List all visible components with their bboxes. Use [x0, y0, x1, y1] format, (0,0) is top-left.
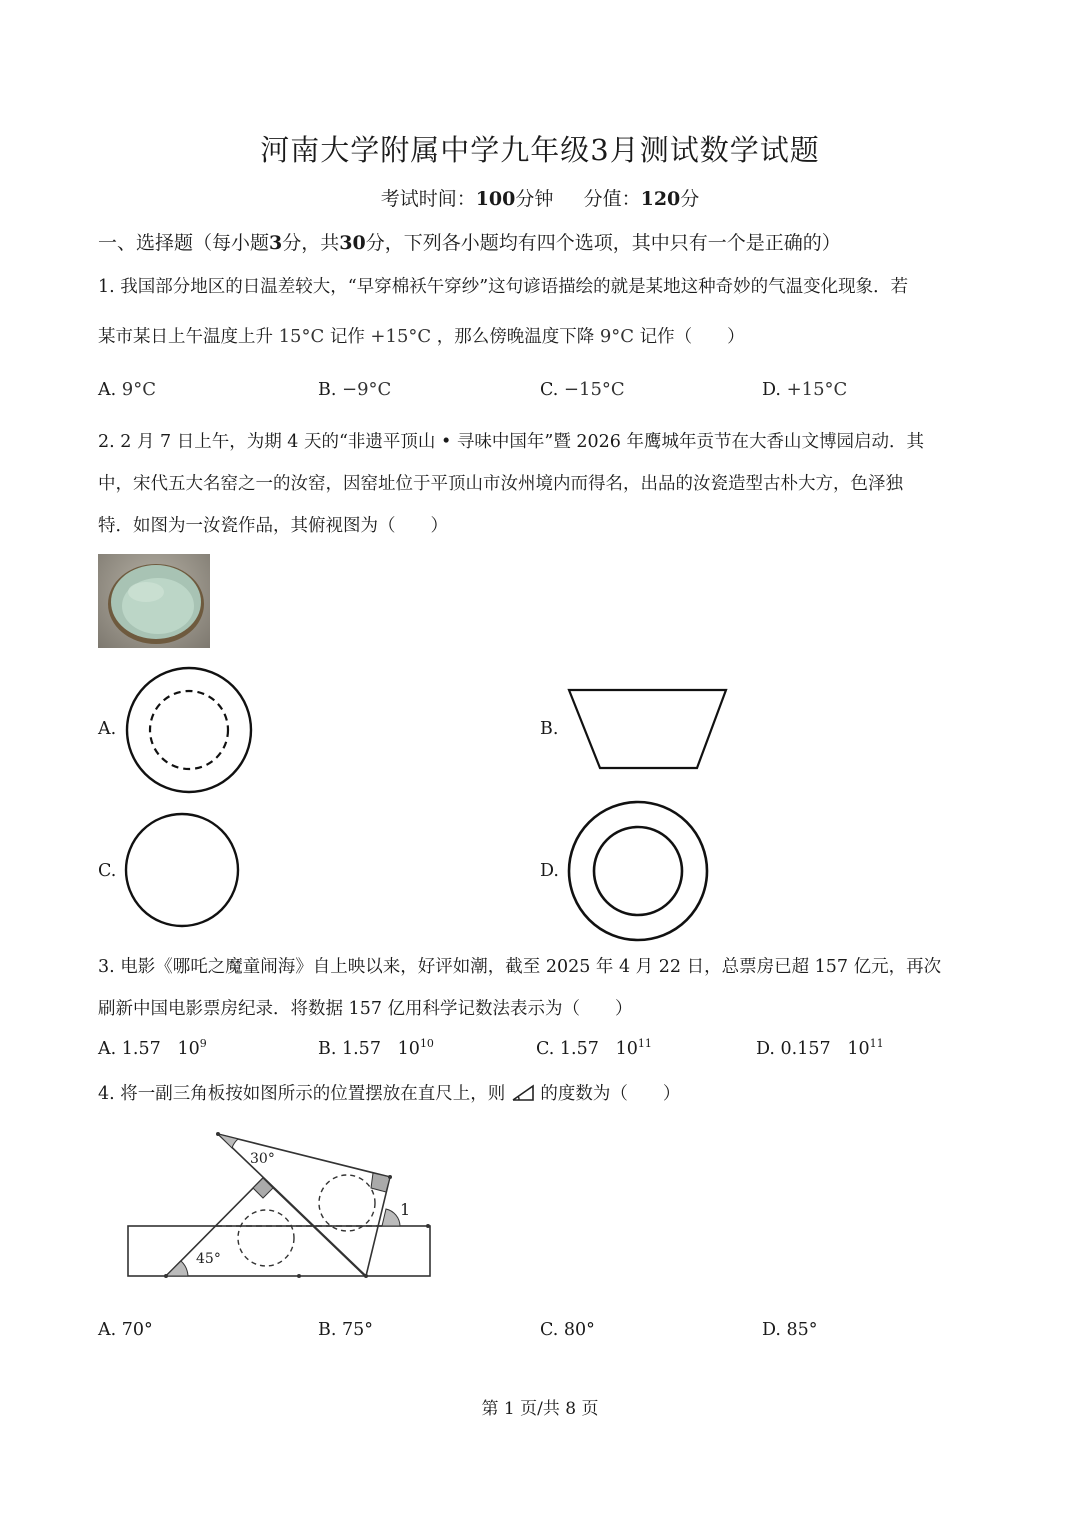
- option-exponent: 11: [869, 1037, 884, 1050]
- section-points-total: 30: [339, 232, 366, 254]
- exam-info: [0, 184, 1080, 211]
- q3-option-d[interactable]: [756, 1037, 884, 1059]
- q1-line2: [98, 323, 745, 348]
- section-text-pre: 一、选择题（每小题: [98, 232, 270, 254]
- score-label: 分值：: [583, 188, 641, 210]
- q2-option-b-label[interactable]: B.: [540, 719, 559, 739]
- porcelain-dish-photo: [98, 554, 210, 648]
- q1-math-9c: 9°C: [599, 326, 635, 347]
- q1-line1: 1. 我国部分地区的日温差较大，“早穿棉袄午穿纱”这句谚语描绘的就是某地这种奇妙的气温变化现象．若: [98, 277, 909, 297]
- q3-line2: 刷新中国电影票房纪录．将数据 157 亿用科学记数法表示为（ ）: [98, 999, 633, 1019]
- section-text-post: 分，下列各小题均有四个选项，其中只有一个是正确的）: [365, 232, 841, 254]
- option-value: −15°C: [563, 379, 625, 400]
- option-label: D. 0.157: [756, 1039, 831, 1059]
- score-unit: 分: [680, 188, 700, 210]
- option-exponent: 11: [637, 1037, 652, 1050]
- page-title: 河南大学附属中学九年级3月测试数学试题: [260, 133, 820, 167]
- q1-option-a[interactable]: [98, 379, 156, 400]
- q4-option-b[interactable]: B. 75°: [318, 1320, 374, 1340]
- q1-text-a: 某市某日上午温度上升: [98, 327, 273, 347]
- option-label: C. 1.57: [536, 1039, 599, 1059]
- option-base: 10: [177, 1039, 200, 1059]
- option-label: D.: [762, 380, 781, 400]
- dish-drawing: [98, 554, 210, 648]
- option-exponent: 10: [419, 1037, 434, 1050]
- q3-line1: 3. 电影《哪吒之魔童闹海》自上映以来，好评如潮，截至 2025 年 4 月 22 日，总票房已超 157 亿元，再次: [98, 957, 942, 977]
- option-exponent: 9: [199, 1037, 207, 1050]
- option-label: A.: [98, 380, 117, 400]
- q1-option-b[interactable]: [318, 379, 391, 400]
- q2-option-d-figure[interactable]: [566, 799, 712, 943]
- q4-triangle-ruler-figure: [120, 1125, 470, 1300]
- q2-option-b-figure[interactable]: [567, 688, 729, 772]
- time-unit: 分钟: [515, 188, 554, 210]
- q2-option-c-label[interactable]: C.: [98, 861, 117, 881]
- label-45-degrees: 45°: [196, 1251, 221, 1267]
- q2-option-a-label[interactable]: A.: [98, 719, 117, 739]
- q1-text-b: 记作: [329, 327, 365, 347]
- page-footer: 第 1 页/共 8 页: [481, 1399, 599, 1419]
- section-points-each: 3: [269, 232, 283, 254]
- q1-option-c[interactable]: [540, 379, 625, 400]
- q2-line2: 中，宋代五大名窑之一的汝窑，因窑址位于平顶山市汝州境内而得名，出品的汝瓷造型古朴大方，色泽独: [98, 474, 903, 494]
- q1-math-plus15c: +15°C: [370, 326, 432, 347]
- time-value: 100: [475, 188, 516, 210]
- label-angle-1: 1: [400, 1200, 411, 1219]
- q1-math-15c: 15°C: [278, 326, 325, 347]
- q2-option-d-label[interactable]: D.: [540, 861, 559, 881]
- label-30-degrees: 30°: [250, 1151, 275, 1167]
- q4-option-d[interactable]: D. 85°: [762, 1320, 818, 1340]
- q3-option-c[interactable]: [536, 1037, 652, 1059]
- q2-line3: 特．如图为一汝瓷作品，其俯视图为（ ）: [98, 516, 448, 536]
- q1-option-d[interactable]: [762, 379, 847, 400]
- q3-option-a[interactable]: [98, 1037, 207, 1059]
- q1-text-c: ，那么傍晚温度下降: [436, 327, 595, 347]
- option-value: 9°C: [121, 379, 157, 400]
- q4-option-a[interactable]: A. 70°: [98, 1320, 153, 1340]
- angle-icon: [511, 1084, 535, 1102]
- q1-text-d: 记作（ ）: [639, 327, 745, 347]
- option-base: 10: [847, 1039, 870, 1059]
- time-label: 考试时间：: [380, 188, 476, 210]
- option-base: 10: [397, 1039, 420, 1059]
- section-text-mid: 分，共: [282, 232, 340, 254]
- q2-option-c-figure[interactable]: [124, 812, 242, 930]
- q2-line1: 2. 2 月 7 日上午，为期 4 天的“非遗平顶山 • 寻味中国年”暨 2026 年鹰城年贡节在大香山文博园启动．其: [98, 432, 924, 452]
- option-base: 10: [615, 1039, 638, 1059]
- q4-text-b: 的度数为（ ）: [540, 1084, 681, 1104]
- option-label: C.: [540, 380, 559, 400]
- q4-option-c[interactable]: C. 80°: [540, 1320, 595, 1340]
- option-label: B.: [318, 380, 337, 400]
- section-heading: [98, 228, 841, 255]
- score-value: 120: [640, 188, 681, 210]
- q4-text-a: 4. 将一副三角板按如图所示的位置摆放在直尺上，则: [98, 1084, 506, 1104]
- q2-option-a-figure[interactable]: [125, 667, 255, 795]
- option-value: +15°C: [786, 379, 848, 400]
- q4-line1: [98, 1080, 680, 1105]
- option-label: A. 1.57: [98, 1039, 161, 1059]
- q3-option-b[interactable]: [318, 1037, 434, 1059]
- option-value: −9°C: [342, 379, 392, 400]
- option-label: B. 1.57: [318, 1039, 381, 1059]
